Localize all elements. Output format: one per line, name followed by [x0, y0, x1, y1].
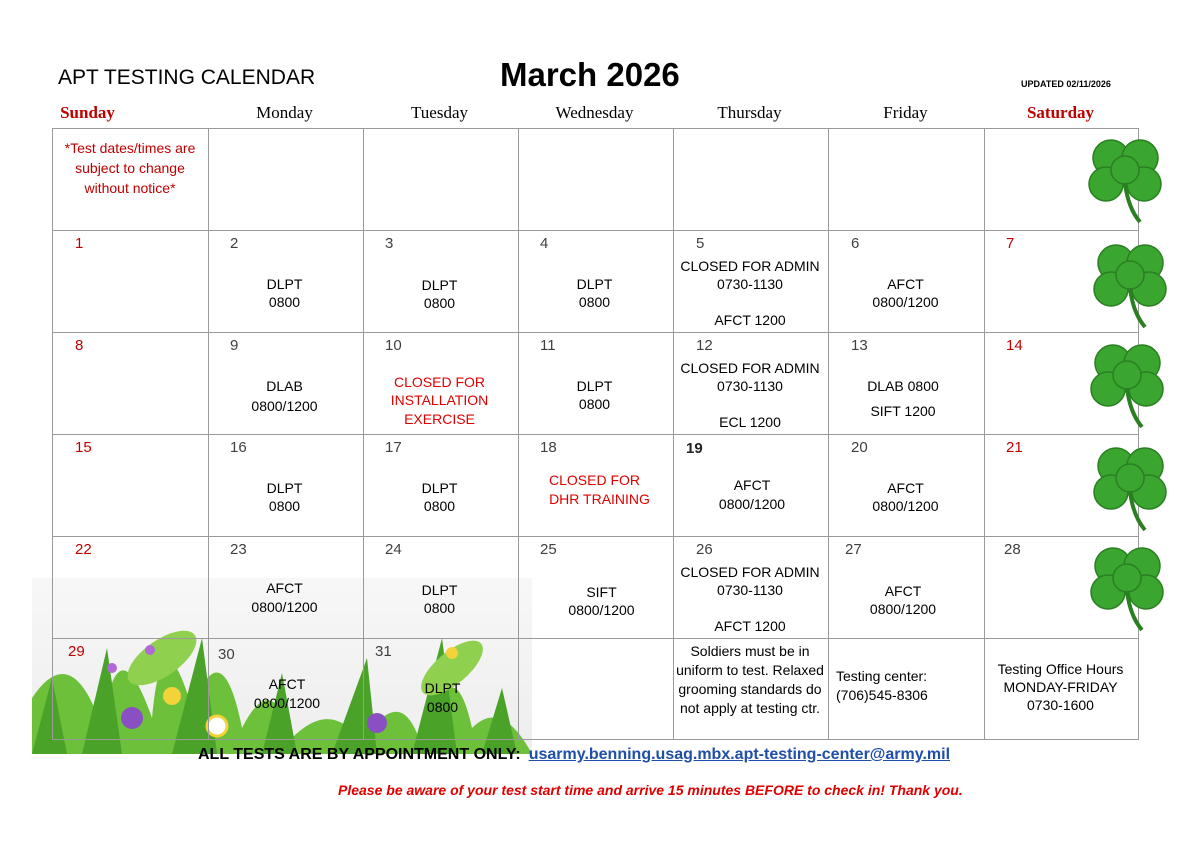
- office-hours-title: Testing Office Hours: [997, 661, 1124, 677]
- event-18-line1: CLOSED FOR: [548, 472, 640, 488]
- shamrock-icon: [1083, 233, 1179, 331]
- event-25-time: 0800/1200: [568, 602, 635, 618]
- dayname-thursday: Thursday: [717, 103, 782, 122]
- shamrock-icon: [1080, 333, 1176, 431]
- event-23-time: 0800/1200: [251, 599, 318, 615]
- event-10-line3: EXERCISE: [404, 411, 475, 427]
- event-3-time: 0800: [423, 295, 456, 311]
- day-number-11: 11: [540, 337, 556, 354]
- event-24-time: 0800: [423, 600, 456, 616]
- event-24-title: DLPT: [421, 582, 458, 598]
- event-31-title: DLPT: [424, 680, 461, 696]
- day-number-24: 24: [385, 541, 402, 558]
- event-17-title: DLPT: [421, 480, 458, 496]
- event-5-hours: 0730-1130: [717, 276, 783, 292]
- day-number-27: 27: [845, 541, 862, 558]
- day-number-5: 5: [696, 235, 705, 252]
- day-number-4: 4: [540, 235, 549, 252]
- day-number-31: 31: [375, 643, 392, 660]
- day-number-2: 2: [230, 235, 239, 252]
- event-5-afct: AFCT 1200: [714, 312, 786, 328]
- contact-email-link[interactable]: usarmy.benning.usag.mbx.apt-testing-center@army.mil: [528, 746, 951, 763]
- event-12-closed: CLOSED FOR ADMIN: [680, 360, 820, 376]
- shamrock-icon: [1078, 128, 1174, 226]
- day-number-26: 26: [696, 541, 713, 558]
- event-12-ecl: ECL 1200: [719, 414, 781, 430]
- event-31-time: 0800: [426, 699, 459, 715]
- day-number-10: 10: [385, 337, 402, 354]
- event-2-title: DLPT: [266, 276, 303, 292]
- event-4-title: DLPT: [576, 276, 613, 292]
- event-25-title: SIFT: [586, 584, 617, 600]
- calendar-title: APT TESTING CALENDAR: [58, 66, 316, 89]
- day-number-8: 8: [75, 337, 84, 354]
- event-3-title: DLPT: [421, 277, 458, 293]
- event-30-title: AFCT: [268, 676, 306, 692]
- day-number-9: 9: [230, 337, 239, 354]
- day-number-12: 12: [696, 337, 713, 354]
- event-17-time: 0800: [423, 498, 456, 514]
- event-13-sift: SIFT 1200: [870, 403, 936, 419]
- event-6-title: AFCT: [887, 276, 924, 292]
- dayname-tuesday: Tuesday: [411, 103, 468, 122]
- event-20-time: 0800/1200: [872, 498, 939, 514]
- event-9-time: 0800/1200: [251, 398, 318, 414]
- day-number-23: 23: [230, 541, 247, 558]
- event-16-time: 0800: [268, 498, 301, 514]
- testing-center-phone: (706)545-8306: [836, 687, 928, 703]
- day-number-7: 7: [1006, 235, 1015, 252]
- testing-center-label: Testing center:: [836, 668, 928, 684]
- event-10-line1: CLOSED FOR: [393, 374, 485, 390]
- event-26-hours: 0730-1130: [717, 582, 783, 598]
- event-27-time: 0800/1200: [869, 601, 937, 617]
- event-5-closed: CLOSED FOR ADMIN: [680, 258, 820, 274]
- event-9-title: DLAB: [266, 378, 303, 394]
- appointment-notice: ALL TESTS ARE BY APPOINTMENT ONLY: usarmy.benning.usag.mbx.apt-testing-center@army.mil: [198, 746, 951, 763]
- office-hours-time: 0730-1600: [1027, 697, 1094, 713]
- event-13-dlab: DLAB 0800: [867, 378, 939, 394]
- day-number-19: 19: [686, 440, 703, 457]
- event-30-time: 0800/1200: [253, 695, 321, 711]
- dayname-monday: Monday: [256, 103, 313, 122]
- event-18-line2: DHR TRAINING: [549, 491, 650, 507]
- event-11-title: DLPT: [576, 378, 613, 394]
- event-23-title: AFCT: [266, 580, 303, 596]
- event-10-line2: INSTALLATION: [390, 392, 489, 408]
- day-number-21: 21: [1006, 439, 1023, 456]
- calendar-grid: [52, 128, 1139, 740]
- day-number-25: 25: [540, 541, 557, 558]
- dayname-sunday: Sunday: [60, 103, 115, 122]
- day-number-16: 16: [230, 439, 247, 456]
- updated-date: UPDATED 02/11/2026: [1021, 79, 1111, 89]
- day-number-14: 14: [1006, 337, 1023, 354]
- event-16-title: DLPT: [266, 480, 303, 496]
- day-number-28: 28: [1004, 541, 1021, 558]
- day-number-18: 18: [540, 439, 557, 456]
- shamrock-icon: [1083, 436, 1179, 534]
- day-number-29: 29: [68, 643, 85, 660]
- day-number-1: 1: [75, 235, 84, 252]
- month-title: March 2026: [500, 56, 680, 93]
- day-number-6: 6: [851, 235, 860, 252]
- day-number-3: 3: [385, 235, 394, 252]
- shamrock-icon: [1080, 536, 1176, 634]
- event-20-title: AFCT: [887, 480, 924, 496]
- office-hours-days: MONDAY-FRIDAY: [1003, 679, 1118, 695]
- schedule-notice: *Test dates/times are subject to change without notice*: [64, 140, 196, 196]
- dayname-wednesday: Wednesday: [555, 103, 634, 122]
- event-19-title: AFCT: [733, 477, 771, 493]
- day-number-20: 20: [851, 439, 868, 456]
- day-number-17: 17: [385, 439, 402, 456]
- day-number-22: 22: [75, 541, 92, 558]
- day-number-15: 15: [75, 439, 92, 456]
- event-4-time: 0800: [578, 294, 611, 310]
- event-27-title: AFCT: [884, 583, 922, 599]
- uniform-policy-note: Soldiers must be in uniform to test. Relaxed grooming standards do not apply at testing ctr.: [676, 643, 824, 716]
- event-19-time: 0800/1200: [718, 496, 786, 512]
- day-number-30: 30: [218, 646, 235, 663]
- event-12-hours: 0730-1130: [717, 378, 783, 394]
- appointment-label: ALL TESTS ARE BY APPOINTMENT ONLY: [198, 746, 516, 763]
- event-26-closed: CLOSED FOR ADMIN: [680, 564, 820, 580]
- event-2-time: 0800: [268, 294, 301, 310]
- day-number-13: 13: [851, 337, 868, 354]
- dayname-friday: Friday: [883, 103, 928, 122]
- dayname-saturday: Saturday: [1026, 103, 1095, 122]
- arrival-reminder: Please be aware of your test start time and arrive 15 minutes BEFORE to check in! Thank you.: [338, 782, 963, 798]
- event-26-afct: AFCT 1200: [714, 618, 786, 634]
- event-6-time: 0800/1200: [872, 294, 939, 310]
- event-11-time: 0800: [578, 396, 611, 412]
